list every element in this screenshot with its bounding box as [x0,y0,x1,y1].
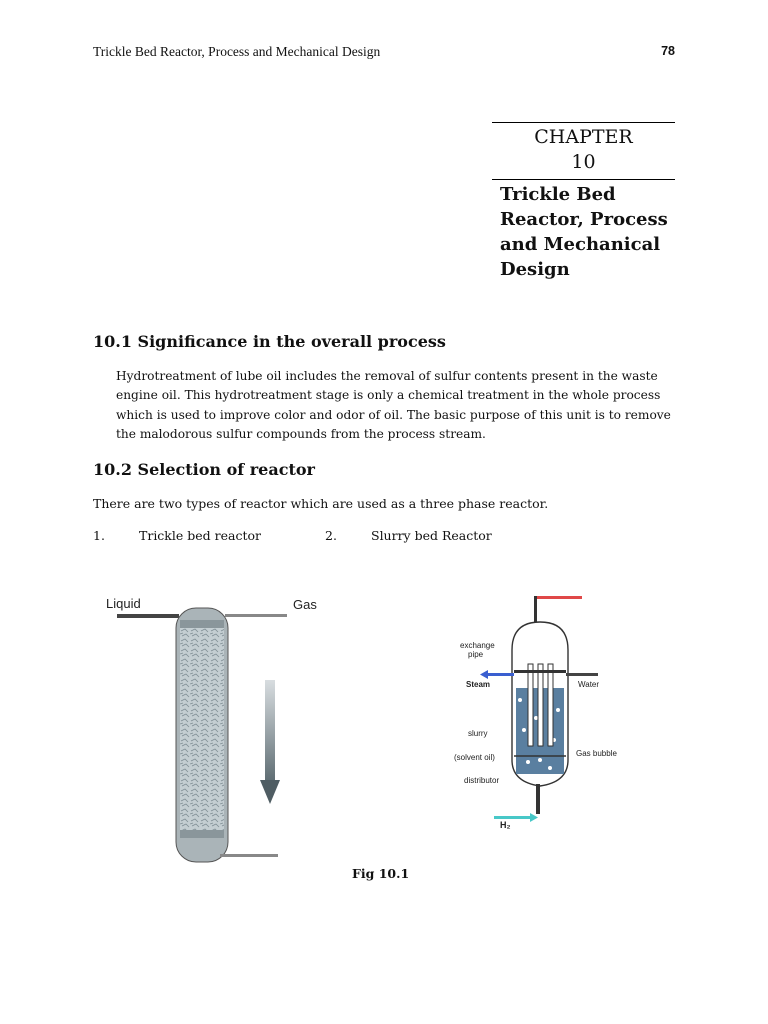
chapter-title-line: Reactor, Process [500,209,668,230]
paragraph-line: the malodorous sulfur compounds from the process stream. [116,426,486,441]
h2-arrow [494,816,532,819]
hot-outlet-pipe [534,596,582,599]
section-2-intro: There are two types of reactor which are used as a three phase reactor. [93,496,549,511]
gas-inlet-riser [536,784,540,814]
paragraph-line: engine oil. This hydrotreatment stage is only a chemical treatment in the whole process [116,388,661,403]
label-slurry: slurry [468,729,488,738]
figure-caption: Fig 10.1 [352,866,410,881]
chapter-title-line: Trickle Bed [500,184,616,205]
chapter-label-word: CHAPTER [534,126,633,148]
liquid-distributor [180,620,224,628]
chapter-number: 10 [571,151,596,173]
h2-arrow-head [530,813,538,822]
trickle-bed-reactor-diagram [100,588,340,878]
steam-arrow-head [480,670,488,679]
exchange-tube [548,664,553,746]
exchange-tube [538,664,543,746]
tube-header [514,670,566,673]
label-distributor: distributor [464,776,500,785]
label-h2: H₂ [500,820,511,830]
label-pipe: pipe [468,650,484,659]
chapter-title [492,180,675,282]
chapter-title-line: and Mechanical [500,234,661,255]
page-number: 78 [661,44,675,58]
running-header: Trickle Bed Reactor, Process and Mechanical Design [93,44,381,59]
list-item-trickle-bed: Trickle bed reactor [139,528,261,543]
label-liquid: Liquid [106,596,141,611]
label-gas-bubble: Gas bubble [576,749,617,758]
list-item-slurry-bed: Slurry bed Reactor [371,528,492,543]
water-inlet-pipe [566,673,598,676]
label-solvent-oil: (solvent oil) [454,753,495,762]
section-1-paragraph [116,367,674,444]
label-steam: Steam [466,680,491,689]
steam-arrow [486,673,514,676]
section-heading-10-2: 10.2 Selection of reactor [93,460,315,479]
section-heading-10-1: 10.1 Significance in the overall process [93,332,446,351]
chapter-label [492,123,675,175]
label-water: Water [578,680,600,689]
support-grid [180,830,224,838]
label-exchange: exchange [460,641,495,650]
label-gas: Gas [293,597,317,612]
list-number: 1. [93,528,105,543]
gas-inlet-pipe [225,614,287,617]
catalyst-bed [180,628,224,830]
paragraph-line: which is used to improve color and odor of oil. The basic purpose of this unit is to remove [116,407,671,422]
exchange-tube [528,664,533,746]
flow-arrow-shaft [265,680,275,784]
liquid-inlet-pipe [117,614,179,618]
flow-arrow-head [260,780,280,804]
slurry-bed-reactor-diagram [450,590,630,835]
paragraph-line: Hydrotreatment of lube oil includes the removal of sulfur contents present in the waste [116,369,658,383]
chapter-title-line: Design [500,259,570,280]
list-number: 2. [325,528,337,543]
chapter-box [492,122,675,282]
outlet-pipe [220,854,278,857]
